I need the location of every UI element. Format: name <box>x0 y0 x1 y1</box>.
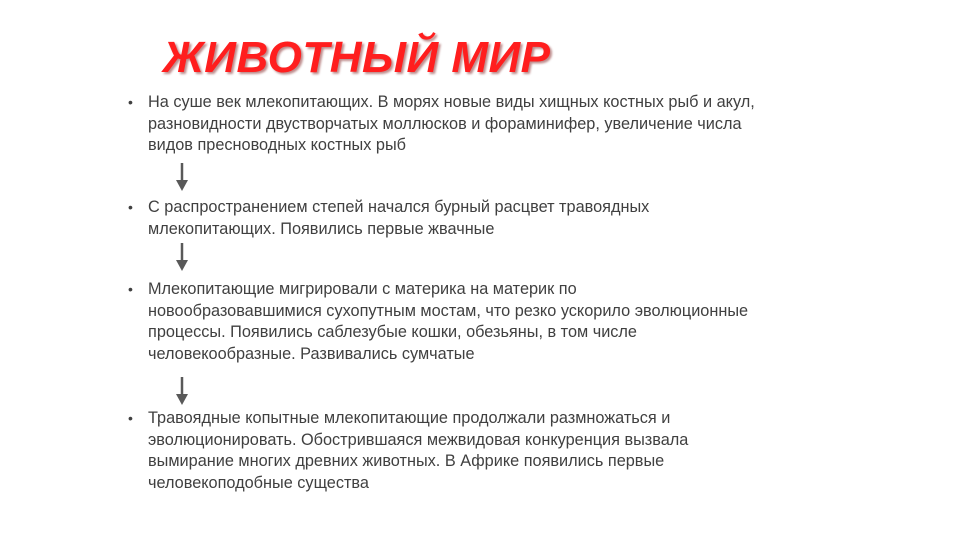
bullet-dot: • <box>128 410 133 426</box>
bullet-text: Млекопитающие мигрировали с материка на материк по новообразовавшимися сухопутным мостам, что резко ускорило эволюционные процессы. Появились саблезубые кошки, обезьяны, в том числе человекообразные. Развивались сумчатые <box>148 280 749 363</box>
bullet-text: Травоядные копытные млекопитающие продолжали размножаться и эволюционировать. Обострившаяся межвидовая конкуренция вызвала вымирание многих древних животных. В Африке появились первые человекоподобные существа <box>148 409 689 492</box>
bullet-dot: • <box>128 94 133 110</box>
down-arrow-icon <box>174 376 190 406</box>
bullet-dot: • <box>128 281 133 297</box>
bullet-item <box>128 92 848 157</box>
bullet-item <box>128 197 848 240</box>
bullet-dot: • <box>128 199 133 215</box>
bullet-item <box>128 279 848 365</box>
slide-title: ЖИВОТНЫЙ МИР <box>163 33 551 82</box>
bullet-item <box>128 408 848 494</box>
down-arrow-icon <box>174 162 190 192</box>
bullet-text: На суше век млекопитающих. В морях новые виды хищных костных рыб и акул, разновидности двустворчатых моллюсков и фораминифер, увеличение числа видов пресноводных костных рыб <box>148 93 755 155</box>
down-arrow-icon <box>174 242 190 272</box>
bullet-text: С распространением степей начался бурный расцвет травоядных млекопитающих. Появились первые жвачные <box>148 198 650 238</box>
